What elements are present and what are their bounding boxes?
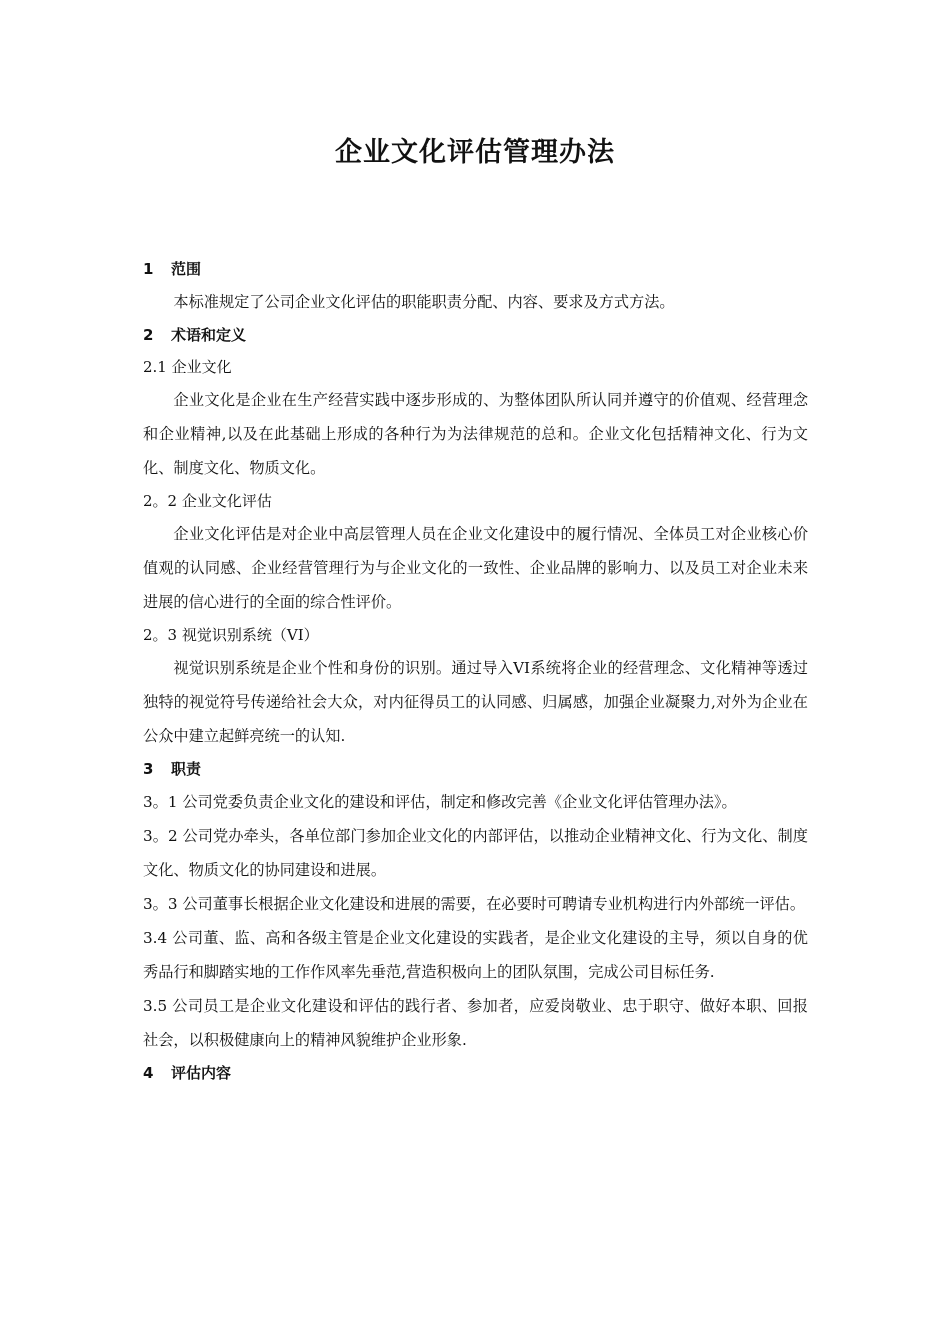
section-title: 职责	[171, 760, 202, 778]
duty-item-3-1: 3。1 公司党委负责企业文化的建设和评估，制定和修改完善《企业文化评估管理办法》。	[143, 793, 737, 811]
subsection-2-2-paragraph: 企业文化评估是对企业中高层管理人员在企业文化建设中的履行情况、全体员工对企业核心价值观的认同感、企业经营管理行为与企业文化的一致性、企业品牌的影响力、以及员工对企业未来进展的信心进行的全面的综合性评价。	[143, 525, 808, 611]
section-number: 1	[143, 260, 154, 278]
subsection-2-1-heading: 2.1 企业文化	[143, 358, 232, 376]
duty-item-3-4: 3.4 公司董、监、高和各级主管是企业文化建设的实践者，是企业文化建设的主导，须以自身的优秀品行和脚踏实地的工作作风率先垂范,营造积极向上的团队氛围，完成公司目标任务.	[143, 929, 808, 981]
document-body	[143, 253, 808, 1089]
subsection-2-1-paragraph: 企业文化是企业在生产经营实践中逐步形成的、为整体团队所认同并遵守的价值观、经营理念和企业精神,以及在此基础上形成的各种行为为法律规范的总和。企业文化包括精神文化、行为文化、制度文化、物质文化。	[143, 391, 808, 477]
section-number: 3	[143, 760, 154, 778]
subsection-2-3-heading: 2。3 视觉识别系统（VI）	[143, 626, 319, 644]
section-1-paragraph: 本标准规定了公司企业文化评估的职能职责分配、内容、要求及方式方法。	[173, 293, 675, 311]
section-2-heading	[143, 319, 808, 351]
section-title: 评估内容	[171, 1064, 232, 1082]
subsection-2-2-heading: 2。2 企业文化评估	[143, 492, 272, 510]
duty-item-3-5: 3.5 公司员工是企业文化建设和评估的践行者、参加者，应爱岗敬业、忠于职守、做好本职、回报社会，以积极健康向上的精神风貌维护企业形象.	[143, 997, 808, 1049]
section-4-heading	[143, 1057, 808, 1089]
section-1-heading	[143, 253, 808, 285]
section-number: 4	[143, 1064, 154, 1082]
document-title: 企业文化评估管理办法	[335, 137, 615, 168]
duty-item-3-2: 3。2 公司党办牵头，各单位部门参加企业文化的内部评估，以推动企业精神文化、行为文化、制度文化、物质文化的协同建设和进展。	[143, 827, 808, 879]
section-title: 范围	[171, 260, 202, 278]
subsection-2-3-paragraph: 视觉识别系统是企业个性和身份的识别。通过导入VI系统将企业的经营理念、文化精神等透过独特的视觉符号传递给社会大众，对内征得员工的认同感、归属感，加强企业凝聚力,对外为企业在公众中建立起鲜亮统一的认知.	[143, 659, 808, 745]
section-number: 2	[143, 326, 154, 344]
duty-item-3-3: 3。3 公司董事长根据企业文化建设和进展的需要，在必要时可聘请专业机构进行内外部统一评估。	[143, 895, 806, 913]
section-3-heading	[143, 753, 808, 785]
section-title: 术语和定义	[171, 326, 247, 344]
